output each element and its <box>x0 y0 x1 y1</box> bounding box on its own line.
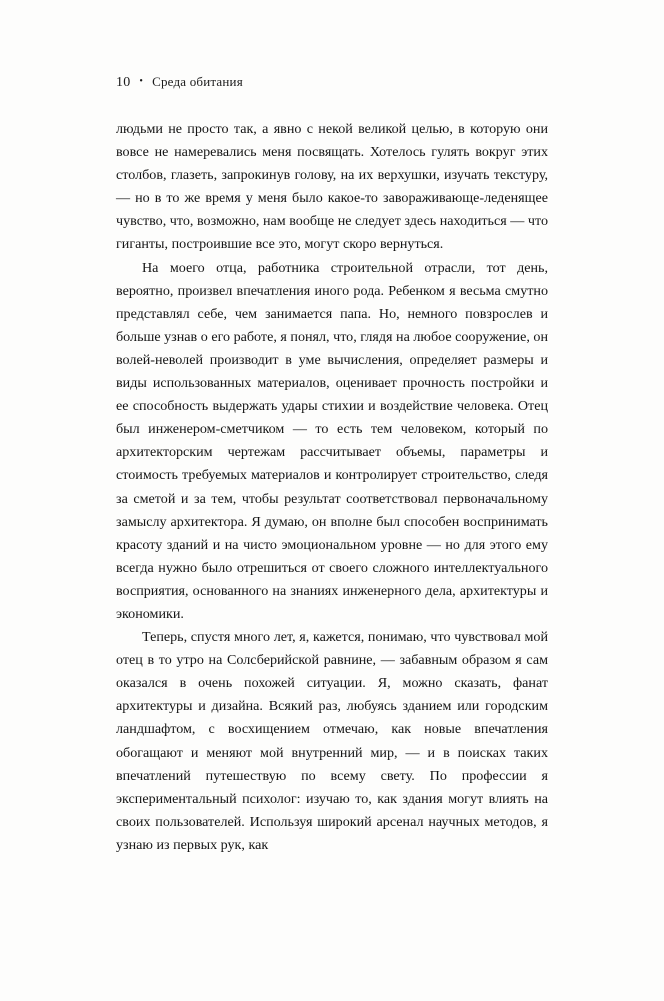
header-separator-bullet: • <box>139 76 144 87</box>
page-header <box>116 74 243 91</box>
running-head-title: Среда обитания <box>152 74 243 89</box>
paragraph: На моего отца, работника строительной отрасли, тот день, вероятно, произвел впечатления иного рода. Ребенком я весьма смутно представлял себе, чем занимается папа. Но, немного повзрослев и больше узнав о его работе, я понял, что, глядя на любое сооружение, он волей-неволей производит в уме вычисления, определяет размеры и виды использованных материалов, оценивает прочность постройки и ее способность выдержать удары стихии и воздействие человека. Отец был инженером-сметчиком — то есть тем человеком, который по архитекторским чертежам рассчитывает объемы, параметры и стоимость требуемых материалов и контролирует строительство, следя за сметой и за тем, чтобы результат соответствовал первоначальному замыслу архитектора. Я думаю, он вполне был способен воспринимать красоту зданий и на чисто эмоциональном уровне — но для этого ему всегда нужно было отрешиться от своего сложного интеллектуального восприятия, основанного на знаниях инженерного дела, архитектуры и экономики. <box>116 259 548 622</box>
paragraph: людьми не просто так, а явно с некой великой целью, в которую они вовсе не намеревались меня посвящать. Хотелось гулять вокруг этих столбов, глазеть, запрокинув голову, на их верхушки, изучать текстуру, — но в то же время у меня было какое-то завораживающе-леденящее чувство, что, возможно, нам вообще не следует здесь находиться — что гиганты, построившие все это, могут скоро вернуться. <box>116 121 548 253</box>
page-number: 10 <box>116 75 131 90</box>
body-text-column <box>116 118 548 857</box>
paragraph: Теперь, спустя много лет, я, кажется, понимаю, что чувствовал мой отец в то утро на Солсберийской равнине, — забавным образом я сам оказался в очень похожей ситуации. Я, можно сказать, фанат архитектуры и дизайна. Всякий раз, любуясь зданием или городским ландшафтом, с восхищением отмечаю, как новые впечатления обогащают и меняют мой внутренний мир, — и в поисках таких впечатлений путешествую по всему свету. По профессии я экспериментальный психолог: изучаю то, как здания могут влиять на своих пользователей. Используя широкий арсенал научных методов, я узнаю из первых рук, как <box>116 629 548 853</box>
